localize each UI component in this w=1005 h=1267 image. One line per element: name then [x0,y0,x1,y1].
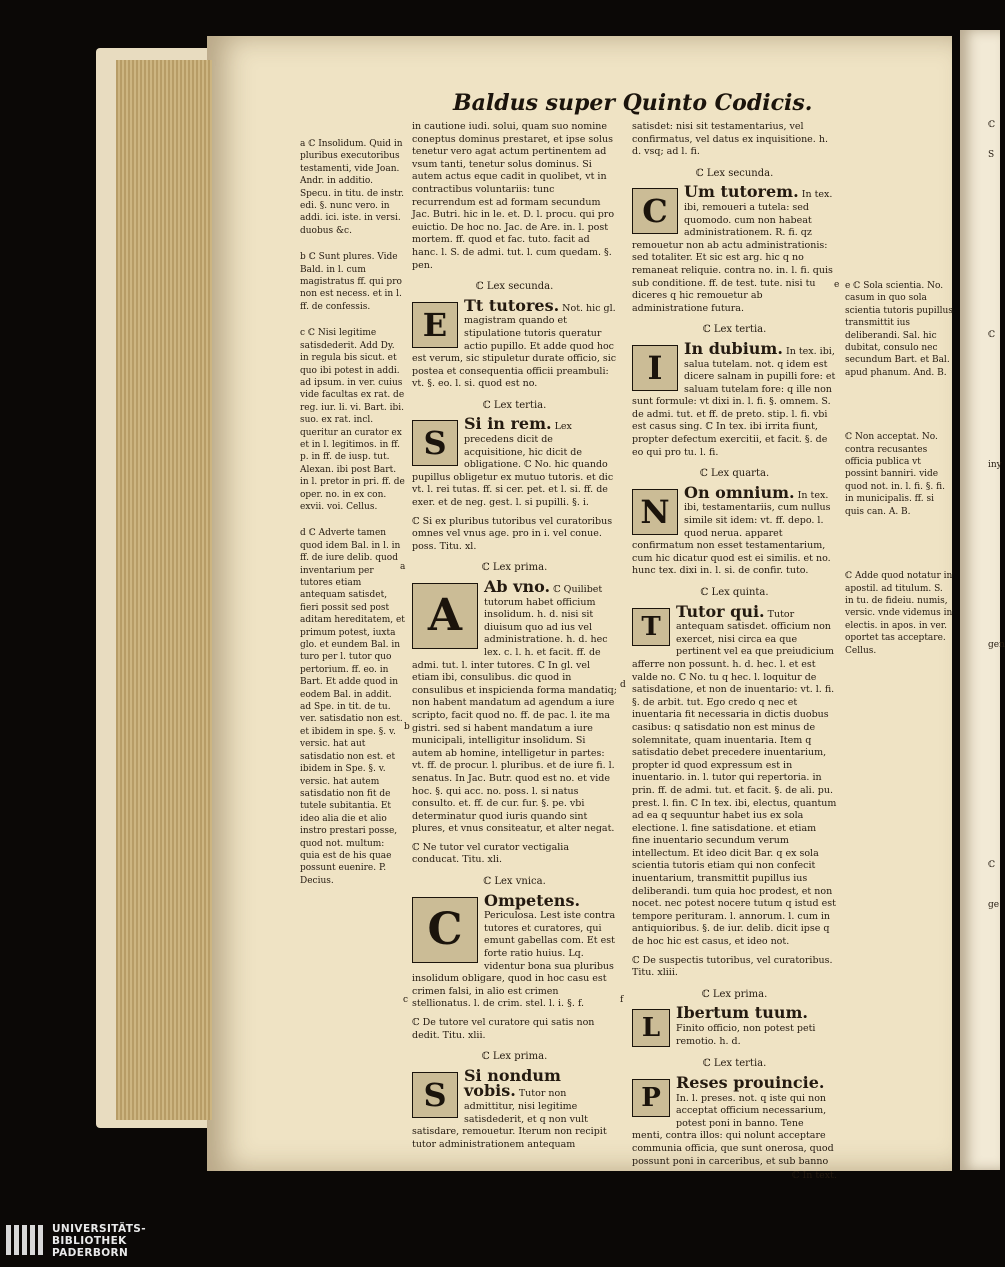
gloss-note: ℂ Adde quod notatur in apostil. ad titulum. S. in tu. de fideiu. numis, versic. vnde videmus in electis. in apos. in ver. oportet tas acceptare. Cellus. [845,571,953,656]
left-gloss-column [300,138,405,901]
facing-page-fragment: ge [988,900,1000,910]
lex-heading: ℂ Lex prima. [481,562,548,574]
logo-line: PADERBORN [52,1247,129,1259]
column-intro: in cautione iudi. solui, quam suo nomine coneptus dominus prestaret, et ipse solus tenetur vero agat actum pertinentem ad vsum tanti, tenetur solus dominus. Si autem actus eque cadit in quolibet, vt in contractibus voluntariis: tunc recurrendum est ad formam secundum Jac. Butri. hic in le. et. D. l. procu. qui pro euictio. De hoc no. Jac. de Are. in. l. post mortem. ff. quod et fac. tuto. facit ad hanc. l. S. de admi. tut. l. cum quedam. §. pen. [412,121,615,271]
gloss-note: d ℂ Adverte tamen quod idem Bal. in l. in ff. de iure delib. quod inventarium per tutores etiam antequam satisdet, fieri possit sed post aditam hereditatem, et primum potest, iuxta glo. et eundem Bal. in turo per l. tutor quo pertorium. ff. eo. in Bart. Et adde quod in eodem Bal. in addit. ad Spe. in tit. de tu. ver. satisdatio non est. et ibidem in spe. §. v. versic. hat aut satisdatio non est. et ibidem in Spe. §. v. versic. hat autem satisdatio non fit de tutele subitantia. Et ideo alia die et alio instro prestari posse, quod not. multum: quia est de his quae possunt euenire. P. Decius. [300,528,405,886]
entry-text: Tutor non admittitur, nisi legitime satisdederit, et q non vult satisdare, remouetur. Iterum non recipit tutor administrationem antequam [412,1088,607,1150]
entry-text: In. l. preses. not. q iste qui non acceptat officium necessarium, potest poni in banno. Tene menti, contra illos: qui nolunt acceptare communia officia, que sunt onerosa, quod possunt poni in carceribus, et sub banno [632,1092,834,1167]
entry-lemma: In dubium. [684,338,783,358]
column-intro: satisdet: nisi sit testamentarius, vel confirmatus, vel datus ex inquisitione. h. d. vsq; ad l. fi. [632,121,828,158]
facing-page-fragment: iny [988,460,1002,470]
decorated-initial: E [412,302,458,348]
commentary-entry [412,295,617,391]
title-rubric: ℂ Ne tutor vel curator vectigalia conducat. Titu. xli. [412,841,570,866]
decorated-initial: P [632,1079,670,1117]
lex-heading: ℂ Lex prima. [701,988,768,1000]
facing-page-fragment: ℂ [988,120,996,130]
entry-text: Finito officio, non potest peti remotio. h. d. [676,1023,816,1047]
title-rubric: ℂ Si ex pluribus tutoribus vel curatoribus omnes vel vnus age. pro in i. vel conue. poss. Titu. xl. [412,515,613,552]
commentary-entry [412,890,617,1011]
lex-heading: ℂ Lex tertia. [482,399,547,411]
right-gloss-column [845,280,953,709]
main-text-column-1 [412,121,617,1153]
library-logo-text [52,1223,146,1259]
facing-page-fragment: ℂ [988,860,996,870]
catchword: ℂ In text. [791,1170,837,1182]
entry-lemma: Reses prouincie. [676,1073,825,1092]
lex-heading: ℂ Lex secunda. [695,167,774,179]
entry-lemma: Tt tutores. [464,295,560,315]
commentary-entry [412,577,617,836]
decorated-initial: C [632,188,678,234]
lex-heading: ℂ Lex quinta. [700,587,769,598]
facing-page-fragment: S [988,150,995,160]
lex-heading: ℂ Lex secunda. [475,281,554,293]
decorated-initial: C [412,897,478,963]
decorated-initial: I [632,345,678,391]
decorated-initial: T [632,608,670,646]
commentary-entry [632,1073,837,1168]
entry-text: In tex. ibi, testamentariis, cum nullus simile sit idem: vt. ff. depo. l. quod nerua. apparet confirmatum non esset testamentarium, cum hic dicatur quod est ei similis. et no. hunc tex. dixi in. l. si. de confir. tuto. [632,489,831,577]
lex-heading: ℂ Lex prima. [481,1051,548,1063]
lex-heading: ℂ Lex tertia. [702,1058,767,1070]
book-page-edges [116,60,212,1120]
margin-letter: f [620,995,624,1005]
entry-lemma: Ab vno. [484,577,551,596]
entry-text: In tex. ibi, salua tutelam. not. q idem est dicere salnam in pupilli fore: et saluam tutelam fore: q ille non sunt formule: vt dixi in. l. fi. §. omnem. S. de admi. tut. et ff. de preto. stip. l. fi. vbi est casus sing. ℂ In tex. ibi irrita fiunt, propter defectum exercitii, et facit. §. de eo qui pro tu. l. fi. [632,345,836,458]
decorated-initial: S [412,1072,458,1118]
commentary-entry [632,338,837,459]
margin-letter: c [403,995,409,1005]
title-rubric: ℂ De suspectis tutoribus, vel curatoribus. Titu. xliii. [632,954,833,979]
entry-text: ℂ Quilibet tutorum habet officium insolidum. h. d. nisi sit diuisum quo ad ius vel administratione. h. d. hec lex. c. l. h. et facit. ff. de admi. tut. l. inter tutores. ℂ In gl. vel etiam ibi, consulibus. dic quod in consulibus et inspicienda forma mandatiq; non habent mandatum ad agendum a iure scripto, facit quod no. ff. de pac. l. ite ma gistri. sed si habent mandatum a iure municipali, intelligitur insolidum. Si autem ab homine, intelligetur in partes: vt. ff. de procur. l. pluribus. et de iure fi. l. senatus. In Jac. Butr. quod est no. et vide hoc. §. qui acc. no. poss. l. si natus consulto. et. ff. de cur. fur. §. pe. vbi determinatur quod iuris quando sint plures, et vnus consiteatur, et alter negat. [412,584,617,835]
margin-letter: b [404,722,410,732]
lex-heading: ℂ Lex tertia. [702,324,767,336]
library-footer [0,1215,1000,1267]
library-logo-icon [6,1221,44,1259]
entry-lemma: Si nondum vobis. [464,1065,561,1101]
gloss-note: e ℂ Sola scientia. No. casum in quo sola scientia tutoris pupillus transmittit ius deliberandi. Sal. hic dubitat, consulo nec secundum Bart. et Bal. apud phanum. And. B. [845,281,953,378]
commentary-entry [632,182,840,315]
lex-heading: ℂ Lex quarta. [699,468,770,480]
commentary-entry [632,1003,837,1049]
facing-page-edge [960,30,1005,1170]
gloss-note: c ℂ Nisi legitime satisdederit. Add Dy. in regula bis sicut. et quo ibi potest in addi. ad ipsum. in ver. cuius vide facultas ex rat. de reg. iur. li. vi. Bart. ibi. suo. ex rat. incl. queritur an curator ex et in l. legitimos. in ff. p. in ff. de iusp. tut. Alexan. ibi post Bart. in l. pretor in pri. ff. de oper. no. in ex con. exvii. voi. Cellus. [300,328,405,512]
gloss-note: a ℂ Insolidum. Quid in pluribus executoribus testamenti, vide Joan. Andr. in additio. Specu. in titu. de instr. edi. §. nunc vero. in addi. ici. iste. in versi. duobus &c. [300,139,405,236]
gloss-note: b ℂ Sunt plures. Vide Bald. in l. cum magistratus ff. qui pro non est necess. et in l. ff. de confessis. [300,252,402,312]
margin-letter: a [400,562,406,572]
decorated-initial: N [632,489,678,535]
facing-page-fragment: gen [988,640,1005,650]
decorated-initial: L [632,1009,670,1047]
decorated-initial: S [412,420,458,466]
decorated-initial: A [412,583,478,649]
logo-line: BIBLIOTHEK [52,1235,127,1247]
entry-text: Tutor antequam satisdet. officium non exercet, nisi circa ea que pertinent vel ea que preiudicium afferre non possunt. h. d. hec. l. et est valde no. ℂ No. tu q hec. l. loquitur de satisdatione, et non de inuentario: vt. l. fi. §. de arbit. tut. Ego credo q nec et inuentaria fit necessaria in dictis duobus casibus: q satisdatio non est minus de solemnitate, quam inuentaria. Item q satisdatio debet precedere inuentarium, propter id quod expressum est in inuentario. in. l. tutor qui repertoria. in prin. ff. de admi. tut. et facit. §. de ali. pu. prest. l. fin. ℂ In tex. ibi, electus, quantum ad ea q sequuntur habet ius ex sola electione. l. fine satisdatione. et etiam fine inuentario secundum verum intellectum. Et ideo dicit Bar. q ex sola scientia tutoris etiam qui non confecit inuentarium, transmittit pupillus ius deliberandi. tum quia hoc prodest, et non nocet. nec potest nocere tutum q istud est tempore perituram. l. annorum. l. cum in antiquioribus. §. de iur. delib. dicit ipse q de hoc hic est casus, et ideo not. [632,608,837,948]
entry-lemma: Ompetens. [484,890,581,910]
commentary-entry [412,414,617,509]
title-rubric: ℂ De tutore vel curatore qui satis non dedit. Titu. xlii. [412,1017,595,1041]
entry-lemma: Tutor qui. [676,601,765,621]
running-head: Baldus super Quinto Codicis. [453,90,813,116]
lex-heading: ℂ Lex vnica. [483,876,546,888]
entry-text: Not. hic gl. magistram quando et stipulatione tutoris queratur actio pupillo. Et adde quod hoc est verum, sic stipuletur durate officio, sic postea et consequentia officii preambuli: vt. §. eo. l. si. quod est no. [412,302,617,390]
commentary-entry [412,1065,617,1152]
main-text-column-2 [632,121,840,1183]
margin-letter: e [834,280,840,290]
entry-text: In tex. ibi, remoueri a tutela: sed quomodo. cum non habeat administrationem. R. fi. qz remouetur non ab actu administrationis: sed totaliter. Et sic est arg. hic q no remaneat reliquie. contra no. in. l. fi. quis sub conditione. ff. de test. tute. nisi tu diceres q hic remouetur ab administratione futura. [632,189,833,314]
facing-page-fragment: ℂ [988,330,996,340]
entry-lemma: Ibertum tuum. [676,1003,808,1023]
entry-text: Lex precedens dicit de acquisitione, hic dicit de obligatione. ℂ No. hic quando pupillus obligetur ex mutuo tutoris. et dic vt. l. rei tutas. ff. si cer. pet. et l. si. ff. de exer. et de neg. gest. l. si pupilli. §. i. [412,421,614,509]
commentary-entry [632,482,837,578]
entry-lemma: Si in rem. [464,414,552,434]
gloss-note: ℂ Non acceptat. No. contra recusantes officia publica vt possint banniri. vide quod not. in. l. fi. §. fi. in municipalis. ff. si quis can. A. B. [845,432,945,517]
logo-line: UNIVERSITÄTS- [52,1223,147,1235]
margin-letter: d [620,680,626,690]
commentary-entry [632,601,837,949]
entry-lemma: Um tutorem. [684,182,799,202]
entry-lemma: On omnium. [684,482,795,502]
entry-text: Periculosa. Lest iste contra tutores et curatores, qui emunt gabellas com. Et est forte ratio huius. Lq. videntur bona sua pluribus insolidum obligare, quod in hoc casu est crimen falsi, in alio est crimen stellionatus. l. de crim. stel. l. i. §. f. [412,910,616,1010]
